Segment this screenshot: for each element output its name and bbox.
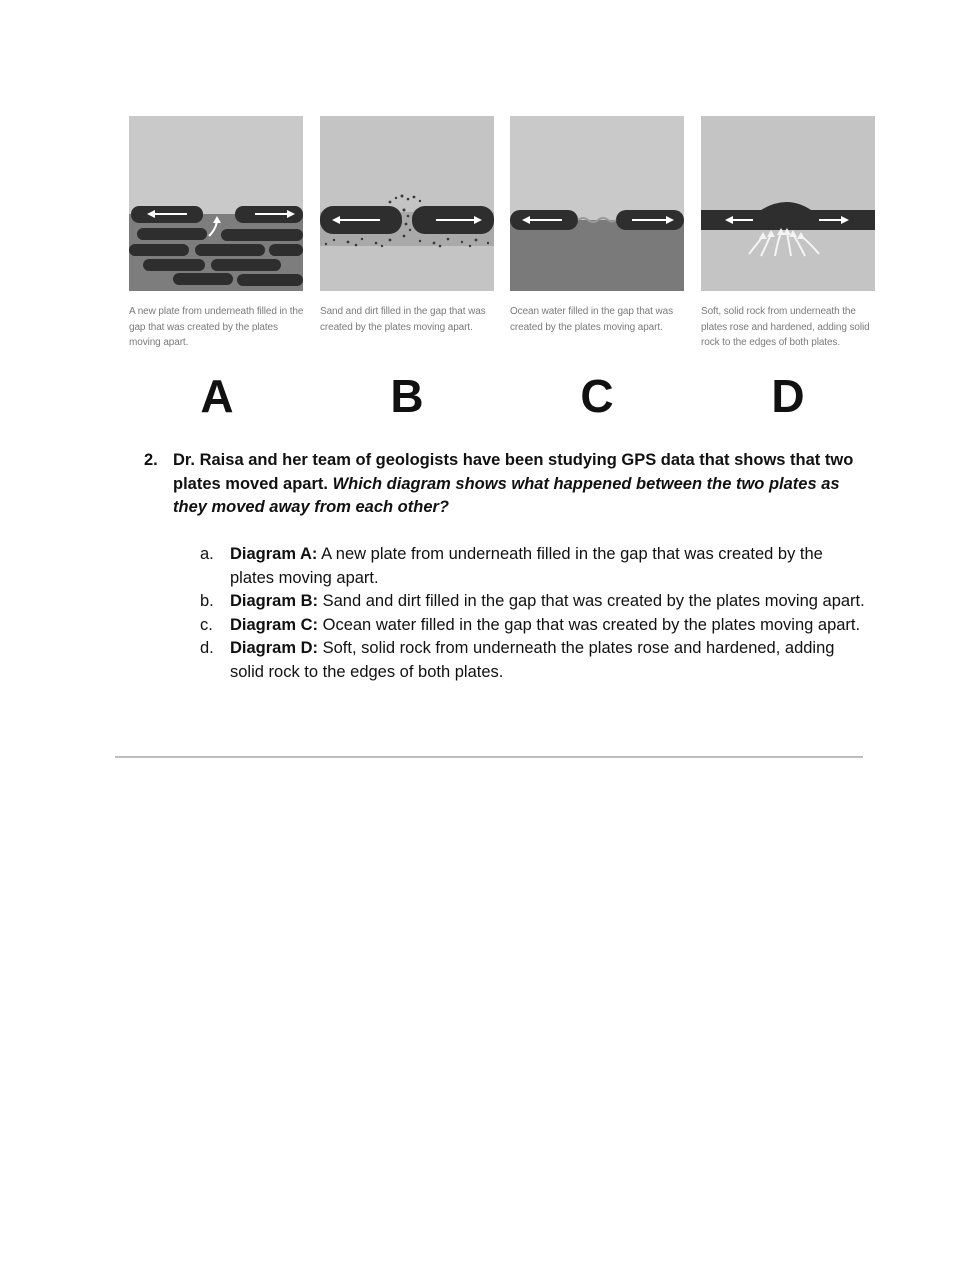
question-text	[173, 449, 864, 520]
diagram-d-letter: D	[771, 370, 805, 422]
question-number: 2.	[144, 451, 158, 469]
option-text: Soft, solid rock from underneath the plates rose and hardened, adding solid rock to the edges of both plates.	[230, 639, 835, 681]
option-label: Diagram C:	[230, 615, 319, 634]
diagram-b-image	[320, 116, 494, 291]
diagram-d-caption: Soft, solid rock from underneath the plates rose and hardened, adding solid rock to the edges of both plates.	[701, 306, 870, 348]
option-text: A new plate from underneath filled in the gap that was created by the plates moving apart.	[230, 545, 823, 587]
diagram-c-caption: Ocean water filled in the gap that was created by the plates moving apart.	[510, 306, 673, 333]
option-label: Diagram A:	[230, 545, 318, 563]
section-divider	[115, 756, 863, 758]
diagram-b-caption: Sand and dirt filled in the gap that was created by the plates moving apart.	[320, 306, 486, 333]
option-text: Sand and dirt filled in the gap that was created by the plates moving apart.	[322, 592, 865, 610]
option-letter: b.	[200, 592, 214, 610]
option-a[interactable]	[200, 543, 865, 590]
question-2	[144, 449, 864, 520]
diagram-d-image	[701, 116, 875, 291]
option-label: Diagram B:	[230, 592, 319, 610]
option-letter: c.	[200, 615, 213, 634]
question-prompt: Which diagram shows what happened between the two plates as they moved away from each other?	[173, 474, 840, 516]
option-c[interactable]	[200, 614, 865, 638]
answer-options	[200, 543, 865, 684]
diagram-a-letter: A	[200, 370, 234, 422]
option-letter: d.	[200, 639, 214, 657]
option-text: Ocean water filled in the gap that was created by the plates moving apart.	[322, 615, 861, 634]
diagram-c-letter: C	[580, 370, 614, 422]
option-d[interactable]	[200, 637, 865, 684]
diagram-a-image	[129, 116, 303, 291]
diagram-b-letter: B	[390, 370, 424, 422]
diagram-c-image	[510, 116, 684, 291]
option-b[interactable]	[200, 590, 865, 614]
question-statement: Dr. Raisa and her team of geologists have been studying GPS data that shows that two plates moved apart.	[173, 451, 854, 493]
diagram-a-caption: A new plate from underneath filled in the gap that was created by the plates moving apart.	[129, 306, 304, 348]
option-letter: a.	[200, 545, 214, 563]
option-label: Diagram D:	[230, 639, 319, 657]
